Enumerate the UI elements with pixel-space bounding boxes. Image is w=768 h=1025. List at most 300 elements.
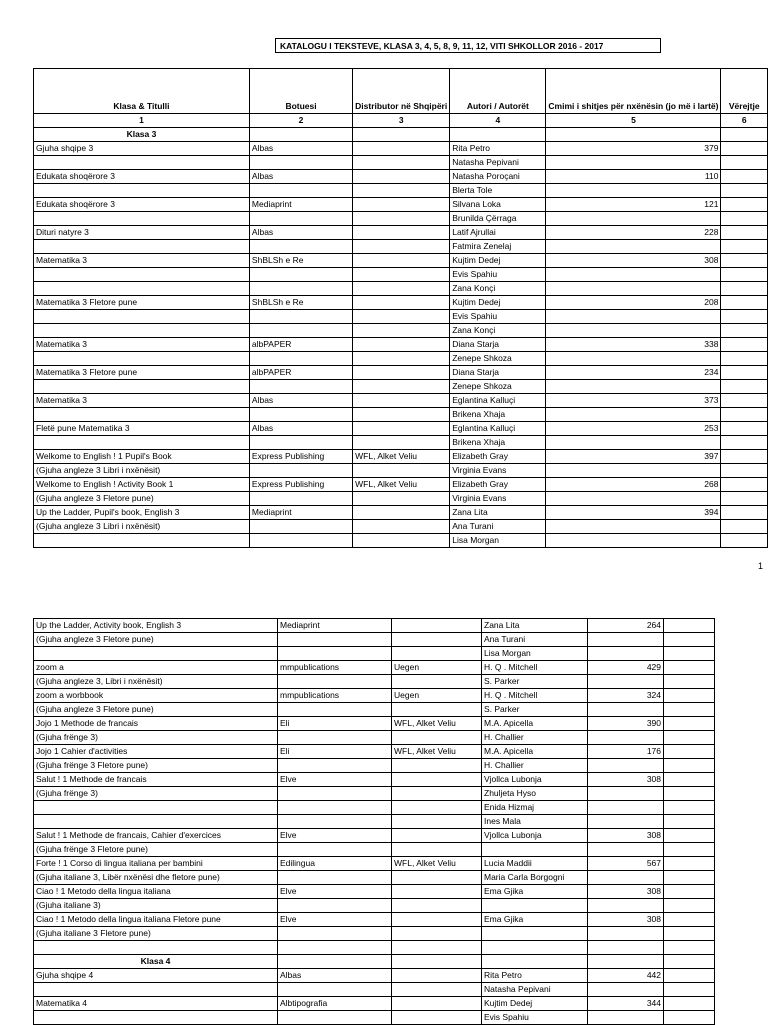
publisher-cell: Mediaprint — [249, 506, 352, 520]
distributor-cell — [353, 212, 450, 226]
title-cell: (Gjuha angleze 3 Fletore pune) — [34, 492, 250, 506]
remarks-cell — [721, 478, 768, 492]
publisher-cell: Express Publishing — [249, 478, 352, 492]
price-cell — [588, 703, 664, 717]
table-row — [34, 338, 768, 352]
price-cell — [546, 156, 721, 170]
author-cell: Ema Gjika — [482, 913, 588, 927]
spacer-cell — [664, 941, 715, 955]
author-cell: S. Parker — [482, 675, 588, 689]
header-row — [34, 69, 768, 114]
publisher-cell: Eli — [278, 717, 392, 731]
author-cell: S. Parker — [482, 703, 588, 717]
title-cell: (Gjuha frënge 3 Fletore pune) — [34, 843, 278, 857]
publisher-cell: Albas — [249, 394, 352, 408]
remarks-cell — [664, 997, 715, 1011]
author-cell: Kujtim Dedej — [450, 254, 546, 268]
empty-cell — [546, 128, 721, 142]
remarks-cell — [721, 520, 768, 534]
title-cell: (Gjuha frënge 3) — [34, 731, 278, 745]
remarks-cell — [664, 913, 715, 927]
publisher-cell — [278, 759, 392, 773]
publisher-cell — [278, 843, 392, 857]
author-cell: Eglantina Kalluçi — [450, 422, 546, 436]
price-cell — [588, 787, 664, 801]
remarks-cell — [721, 142, 768, 156]
price-cell — [546, 492, 721, 506]
price-cell — [588, 633, 664, 647]
title-cell — [34, 1011, 278, 1025]
publisher-cell — [249, 436, 352, 450]
publisher-cell: Elve — [278, 913, 392, 927]
distributor-cell — [353, 534, 450, 548]
price-cell: 228 — [546, 226, 721, 240]
table-row — [34, 268, 768, 282]
author-cell: Lisa Morgan — [482, 647, 588, 661]
distributor-cell: WFL, Alket Veliu — [353, 450, 450, 464]
column-number-row — [34, 114, 768, 128]
table-row — [34, 296, 768, 310]
distributor-cell — [392, 1011, 482, 1025]
distributor-cell — [353, 492, 450, 506]
remarks-cell — [664, 829, 715, 843]
catalog-table-page2 — [33, 618, 715, 1025]
publisher-cell: mmpublications — [278, 689, 392, 703]
title-cell — [34, 534, 250, 548]
table-row — [34, 717, 715, 731]
header-distributor: Distributor në Shqipëri — [353, 69, 450, 114]
title-cell: Welkome to English ! 1 Pupil's Book — [34, 450, 250, 464]
table-row — [34, 843, 715, 857]
publisher-cell: ShBLSh e Re — [249, 254, 352, 268]
empty-cell — [353, 128, 450, 142]
table-row — [34, 352, 768, 366]
title-cell — [34, 436, 250, 450]
publisher-cell — [249, 156, 352, 170]
publisher-cell: Albtipografia — [278, 997, 392, 1011]
title-cell: Matematika 3 Fletore pune — [34, 296, 250, 310]
distributor-cell — [392, 647, 482, 661]
remarks-cell — [664, 885, 715, 899]
price-cell: 442 — [588, 969, 664, 983]
class-section-row — [34, 955, 715, 969]
title-cell: (Gjuha frënge 3 Fletore pune) — [34, 759, 278, 773]
table-row — [34, 885, 715, 899]
table-row — [34, 408, 768, 422]
distributor-cell — [353, 268, 450, 282]
publisher-cell — [278, 983, 392, 997]
publisher-cell: Express Publishing — [249, 450, 352, 464]
price-cell — [546, 240, 721, 254]
publisher-cell: ShBLSh e Re — [249, 296, 352, 310]
table-row — [34, 1011, 715, 1025]
header-autori: Autori / Autorët — [450, 69, 546, 114]
table-row — [34, 436, 768, 450]
author-cell: Silvana Loka — [450, 198, 546, 212]
class-heading: Klasa 4 — [34, 955, 278, 969]
distributor-cell — [392, 801, 482, 815]
publisher-cell — [278, 703, 392, 717]
title-cell: zoom a worbbook — [34, 689, 278, 703]
publisher-cell — [278, 731, 392, 745]
table-row — [34, 647, 715, 661]
remarks-cell — [721, 352, 768, 366]
distributor-cell — [353, 436, 450, 450]
remarks-cell — [721, 408, 768, 422]
table-row — [34, 787, 715, 801]
col-number: 3 — [353, 114, 450, 128]
empty-cell — [721, 128, 768, 142]
author-cell: Vjollca Lubonja — [482, 829, 588, 843]
col-number: 2 — [249, 114, 352, 128]
title-cell — [34, 983, 278, 997]
empty-cell — [450, 128, 546, 142]
price-cell: 397 — [546, 450, 721, 464]
publisher-cell — [278, 787, 392, 801]
distributor-cell — [353, 338, 450, 352]
title-cell — [34, 352, 250, 366]
distributor-cell — [353, 170, 450, 184]
publisher-cell — [278, 675, 392, 689]
title-cell: Gjuha shqipe 4 — [34, 969, 278, 983]
publisher-cell — [249, 408, 352, 422]
remarks-cell — [721, 492, 768, 506]
publisher-cell: Albas — [249, 170, 352, 184]
publisher-cell: Mediaprint — [249, 198, 352, 212]
author-cell: Lisa Morgan — [450, 534, 546, 548]
price-cell — [546, 268, 721, 282]
price-cell — [546, 212, 721, 226]
title-cell: Jojo 1 Methode de francais — [34, 717, 278, 731]
author-cell: Zhuljeta Hyso — [482, 787, 588, 801]
price-cell: 253 — [546, 422, 721, 436]
table-row — [34, 969, 715, 983]
spacer-cell — [278, 941, 392, 955]
price-cell — [588, 815, 664, 829]
publisher-cell: Mediaprint — [278, 619, 392, 633]
col-number: 6 — [721, 114, 768, 128]
title-cell: Matematika 3 — [34, 338, 250, 352]
table-row — [34, 520, 768, 534]
table-row — [34, 366, 768, 380]
spacer-row — [34, 941, 715, 955]
publisher-cell — [249, 520, 352, 534]
table-row — [34, 983, 715, 997]
price-cell: 264 — [588, 619, 664, 633]
author-cell — [482, 927, 588, 941]
table-row — [34, 492, 768, 506]
author-cell: Ana Turani — [482, 633, 588, 647]
author-cell: Natasha Poroçani — [450, 170, 546, 184]
price-cell: 308 — [588, 829, 664, 843]
remarks-cell — [721, 464, 768, 478]
price-cell: 308 — [588, 773, 664, 787]
author-cell: Natasha Pepivani — [482, 983, 588, 997]
author-cell: Kujtim Dedej — [482, 997, 588, 1011]
distributor-cell — [353, 366, 450, 380]
author-cell: H. Q . Mitchell — [482, 689, 588, 703]
table-row — [34, 394, 768, 408]
table-row — [34, 254, 768, 268]
remarks-cell — [721, 310, 768, 324]
table-row — [34, 871, 715, 885]
empty-cell — [482, 955, 588, 969]
title-cell: Fletë pune Matematika 3 — [34, 422, 250, 436]
title-cell: Ciao ! 1 Metodo della lingua italiana — [34, 885, 278, 899]
remarks-cell — [664, 899, 715, 913]
price-cell: 176 — [588, 745, 664, 759]
empty-cell — [392, 955, 482, 969]
author-cell: M.A. Apicella — [482, 745, 588, 759]
remarks-cell — [721, 254, 768, 268]
empty-cell — [249, 128, 352, 142]
price-cell: 429 — [588, 661, 664, 675]
distributor-cell: WFL, Alket Veliu — [392, 857, 482, 871]
price-cell — [588, 759, 664, 773]
author-cell — [482, 899, 588, 913]
publisher-cell — [278, 815, 392, 829]
remarks-cell — [664, 871, 715, 885]
distributor-cell — [392, 619, 482, 633]
publisher-cell — [278, 633, 392, 647]
table-row — [34, 240, 768, 254]
remarks-cell — [664, 969, 715, 983]
distributor-cell — [392, 675, 482, 689]
title-cell — [34, 268, 250, 282]
author-cell: Diana Starja — [450, 338, 546, 352]
remarks-cell — [664, 983, 715, 997]
author-cell: Evis Spahiu — [482, 1011, 588, 1025]
title-cell: (Gjuha angleze 3 Libri i nxënësit) — [34, 464, 250, 478]
title-cell: (Gjuha italiane 3 Fletore pune) — [34, 927, 278, 941]
distributor-cell: Uegen — [392, 661, 482, 675]
distributor-cell — [392, 787, 482, 801]
price-cell — [546, 520, 721, 534]
remarks-cell — [721, 170, 768, 184]
price-cell — [588, 871, 664, 885]
price-cell — [546, 380, 721, 394]
table-row — [34, 226, 768, 240]
table-row — [34, 759, 715, 773]
publisher-cell — [278, 1011, 392, 1025]
distributor-cell — [392, 927, 482, 941]
author-cell: Lucia Maddii — [482, 857, 588, 871]
catalog-table-page1 — [33, 68, 768, 548]
table-row — [34, 142, 768, 156]
author-cell: Brunilda Çërraga — [450, 212, 546, 226]
publisher-cell — [278, 647, 392, 661]
remarks-cell — [721, 184, 768, 198]
title-cell — [34, 156, 250, 170]
publisher-cell: Elve — [278, 773, 392, 787]
publisher-cell — [249, 240, 352, 254]
publisher-cell: Albas — [249, 142, 352, 156]
remarks-cell — [721, 380, 768, 394]
title-cell — [34, 408, 250, 422]
title-cell: (Gjuha angleze 3 Fletore pune) — [34, 703, 278, 717]
class-section-row — [34, 128, 768, 142]
title-cell: Salut ! 1 Methode de francais — [34, 773, 278, 787]
title-cell: Matematika 3 — [34, 394, 250, 408]
remarks-cell — [664, 675, 715, 689]
price-cell: 394 — [546, 506, 721, 520]
title-cell: Salut ! 1 Methode de francais, Cahier d'exercices — [34, 829, 278, 843]
distributor-cell — [353, 310, 450, 324]
distributor-cell: WFL, Alket Veliu — [392, 717, 482, 731]
price-cell — [588, 801, 664, 815]
author-cell: Rita Petro — [482, 969, 588, 983]
publisher-cell — [249, 310, 352, 324]
table-row — [34, 310, 768, 324]
distributor-cell — [392, 969, 482, 983]
table-row — [34, 380, 768, 394]
distributor-cell — [353, 408, 450, 422]
publisher-cell: albPAPER — [249, 366, 352, 380]
table-row — [34, 198, 768, 212]
title-cell — [34, 184, 250, 198]
author-cell: H. Challier — [482, 731, 588, 745]
remarks-cell — [664, 661, 715, 675]
remarks-cell — [721, 156, 768, 170]
distributor-cell — [353, 184, 450, 198]
author-cell: Zana Konçi — [450, 324, 546, 338]
distributor-cell — [353, 156, 450, 170]
title-cell: Gjuha shqipe 3 — [34, 142, 250, 156]
remarks-cell — [664, 843, 715, 857]
spacer-cell — [34, 941, 278, 955]
remarks-cell — [721, 324, 768, 338]
title-cell — [34, 380, 250, 394]
remarks-cell — [721, 282, 768, 296]
author-cell: Ines Mala — [482, 815, 588, 829]
distributor-cell — [353, 422, 450, 436]
table-row — [34, 478, 768, 492]
author-cell: Brikena Xhaja — [450, 436, 546, 450]
price-cell — [546, 436, 721, 450]
author-cell: Kujtim Dedej — [450, 296, 546, 310]
remarks-cell — [721, 450, 768, 464]
table-row — [34, 675, 715, 689]
title-cell: Edukata shoqërore 3 — [34, 198, 250, 212]
title-cell — [34, 815, 278, 829]
table-row — [34, 773, 715, 787]
catalog-title: KATALOGU I TEKSTEVE, KLASA 3, 4, 5, 8, 9, 11, 12, VITI SHKOLLOR 2016 - 2017 — [275, 38, 661, 53]
price-cell: 390 — [588, 717, 664, 731]
publisher-cell — [249, 212, 352, 226]
publisher-cell: Albas — [249, 422, 352, 436]
price-cell: 338 — [546, 338, 721, 352]
distributor-cell — [392, 829, 482, 843]
empty-cell — [588, 955, 664, 969]
remarks-cell — [664, 633, 715, 647]
header-botuesi: Botuesi — [249, 69, 352, 114]
col-number: 5 — [546, 114, 721, 128]
remarks-cell — [664, 689, 715, 703]
distributor-cell: WFL, Alket Veliu — [392, 745, 482, 759]
author-cell: Zana Lita — [482, 619, 588, 633]
author-cell: M.A. Apicella — [482, 717, 588, 731]
title-cell — [34, 282, 250, 296]
title-cell — [34, 324, 250, 338]
table-row — [34, 506, 768, 520]
price-cell — [588, 1011, 664, 1025]
distributor-cell — [353, 296, 450, 310]
remarks-cell — [721, 212, 768, 226]
table-row — [34, 464, 768, 478]
distributor-cell — [353, 254, 450, 268]
table-row — [34, 170, 768, 184]
price-cell: 567 — [588, 857, 664, 871]
distributor-cell — [392, 997, 482, 1011]
distributor-cell — [392, 759, 482, 773]
publisher-cell — [249, 324, 352, 338]
spacer-cell — [392, 941, 482, 955]
distributor-cell — [392, 885, 482, 899]
publisher-cell: Edilingua — [278, 857, 392, 871]
distributor-cell — [353, 240, 450, 254]
price-cell: 379 — [546, 142, 721, 156]
publisher-cell — [249, 534, 352, 548]
publisher-cell — [278, 871, 392, 885]
title-cell: Matematika 3 — [34, 254, 250, 268]
author-cell: H. Challier — [482, 759, 588, 773]
publisher-cell — [278, 899, 392, 913]
col-number: 1 — [34, 114, 250, 128]
author-cell: Zenepe Shkoza — [450, 352, 546, 366]
remarks-cell — [721, 422, 768, 436]
title-cell: (Gjuha angleze 3 Fletore pune) — [34, 633, 278, 647]
author-cell — [482, 843, 588, 857]
empty-cell — [664, 955, 715, 969]
remarks-cell — [664, 703, 715, 717]
table-row — [34, 422, 768, 436]
price-cell — [588, 927, 664, 941]
title-cell: Ciao ! 1 Metodo della lingua italiana Fletore pune — [34, 913, 278, 927]
price-cell: 373 — [546, 394, 721, 408]
distributor-cell — [392, 913, 482, 927]
price-cell — [588, 731, 664, 745]
title-cell: Forte ! 1 Corso di lingua italiana per bambini — [34, 857, 278, 871]
title-cell: (Gjuha frënge 3) — [34, 787, 278, 801]
table-row — [34, 899, 715, 913]
table-row — [34, 927, 715, 941]
author-cell: Latif Ajrullai — [450, 226, 546, 240]
author-cell: Brikena Xhaja — [450, 408, 546, 422]
title-cell: Up the Ladder, Activity book, English 3 — [34, 619, 278, 633]
price-cell: 110 — [546, 170, 721, 184]
distributor-cell — [353, 352, 450, 366]
price-cell: 208 — [546, 296, 721, 310]
author-cell: Fatmira Zenelaj — [450, 240, 546, 254]
remarks-cell — [664, 647, 715, 661]
publisher-cell — [278, 801, 392, 815]
author-cell: Diana Starja — [450, 366, 546, 380]
author-cell: Vjollca Lubonja — [482, 773, 588, 787]
price-cell — [588, 675, 664, 689]
author-cell: Ema Gjika — [482, 885, 588, 899]
remarks-cell — [721, 226, 768, 240]
author-cell: Maria Carla Borgogni — [482, 871, 588, 885]
title-cell: Matematika 4 — [34, 997, 278, 1011]
price-cell — [546, 352, 721, 366]
distributor-cell — [353, 520, 450, 534]
distributor-cell — [392, 871, 482, 885]
author-cell: Evis Spahiu — [450, 310, 546, 324]
author-cell: Zana Lita — [450, 506, 546, 520]
table-row — [34, 156, 768, 170]
publisher-cell — [249, 282, 352, 296]
publisher-cell — [249, 184, 352, 198]
